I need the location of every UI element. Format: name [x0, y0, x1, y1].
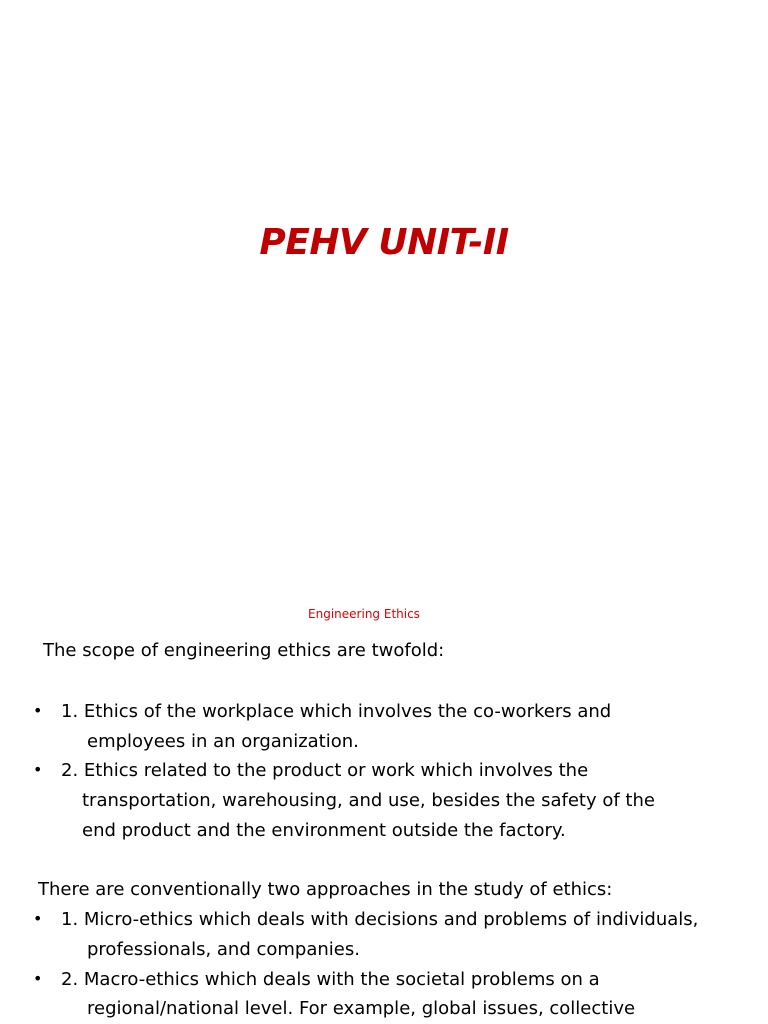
bullet-approach-1: • [33, 909, 43, 928]
approaches-intro: There are conventionally two approaches in the study of ethics: [38, 879, 613, 900]
bullet-scope-1: • [33, 701, 43, 720]
scope-item-1-line-2: employees in an organization. [87, 731, 359, 752]
section-heading: Engineering Ethics [308, 607, 420, 621]
scope-item-2-line-1: 2. Ethics related to the product or work which involves the [61, 760, 589, 781]
approach-item-1-line-2: professionals, and companies. [87, 939, 360, 960]
scope-item-2-line-3: end product and the environment outside the factory. [82, 820, 566, 841]
scope-intro: The scope of engineering ethics are twofold: [43, 640, 445, 661]
scope-item-1-line-1: 1. Ethics of the workplace which involves the co-workers and [61, 701, 612, 722]
scope-item-2-line-2: transportation, warehousing, and use, besides the safety of the [82, 790, 655, 811]
bullet-approach-2: • [33, 969, 43, 988]
approach-item-2-line-1: 2. Macro-ethics which deals with the societal problems on a [61, 969, 600, 990]
bullet-scope-2: • [33, 760, 43, 779]
approach-item-1-line-1: 1. Micro-ethics which deals with decisions and problems of individuals, [61, 909, 699, 930]
approach-item-2-line-2: regional/national level. For example, global issues, collective [87, 998, 636, 1019]
slide-title: PEHV UNIT-II [259, 222, 509, 263]
